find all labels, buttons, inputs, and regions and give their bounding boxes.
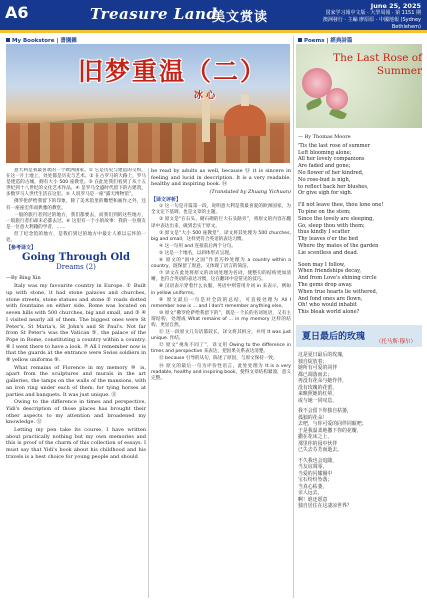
cn-paragraph: 但丁纪念馆的地方，是我们到过的地方中最让人难以忘怀的一处。 (6, 231, 146, 244)
en-paragraph: Owing to the difference in times and perspective, Yidi's description of those places has brought their other aspects to my attention and broadened my knowledge. ⑫ (6, 399, 146, 426)
cn-poem-line: 这是夏日最后的玫瑰， (298, 352, 347, 358)
square-bullet-icon (6, 38, 10, 42)
english-subtitle: Dreams (2) (56, 263, 96, 272)
cn-poem-line: 当友谊凋零， (298, 464, 328, 470)
en-paragraph-continued: be read by adults as well, because ⑬ it is sincere in feeling and lucid in description. It is a very readable, healthy and inspiring book. ⑭ (151, 168, 291, 188)
poem-stanza (298, 262, 422, 316)
poem-chinese (298, 352, 422, 514)
cn-poem-line: 撒在花床之上， (298, 434, 333, 440)
poem-line: Oh! who would inhabit (298, 302, 357, 309)
cn-poem-line: 当真心枯萎， (298, 483, 328, 490)
poem-english (298, 134, 422, 321)
en-paragraph: Italy was my favourite country in Europe. ① Built up with stone, it had stone palaces and churches, stone streets, stone statues and stone ② roads dotted with fountains on either side. Rome was located on seven hills with 500 churches, big and small, and ③ ④ I visited nearly all of them. The biggest ones were St Peter's, St Maria's, St John's and St Paul's. Not far from St Peter's was the Vatican ⑤, the palace of the Pope in Rome, constituting a country within a country. ⑥ I went there to have a look. ⑦ All I remember now is that the guards at the entrance were Swiss soldiers in ⑧ yellow uniforms ⑨. (6, 283, 146, 364)
poem-line: When friendships decay, (298, 268, 361, 275)
hero-image-florence (6, 44, 290, 163)
cn-poem-line: 啊！谁还愿意 (298, 496, 328, 503)
edition-line-1: 国家学习報中文版 · 大學周報 · 第 1151 期 (325, 10, 421, 16)
cn-poem-line: 都已凋落而去； (298, 371, 333, 378)
translation-note: ⑪ 这一段原文几句话都较长，译文将其拆分，并用 It was just unique. 作结。 (151, 330, 291, 342)
poem-line: Go, sleep thou with them; (298, 222, 365, 229)
edition-line-2: 澳洲發行 · 主編 廖原原 · 中國地報 (Sydney Bethlehem) (322, 17, 421, 30)
section-tag-bookstore (6, 36, 77, 44)
cn-paragraph: 佛罗伦萨给我留下的印象，除了美术馆里的雕塑和画作之外，还有一座座宏伟而典雅的教堂。 (6, 199, 146, 211)
poem-line: No flower of her kindred, (298, 169, 364, 176)
translation-note: ⑨ 原文最后一句是对全段的总结，可直接处理为 All I remember now is … and I don't remember anything else。 (151, 297, 291, 309)
en-paragraph: Letting my pen take its course, I have written about practically nothing but my own memories and this is proof of the charm of this collection of essays. I must say that Yidi's book about his childhood and his travels is a best choice for young people and should (6, 427, 146, 460)
poem-line: Or give sigh for sigh. (298, 190, 353, 197)
poem-line: To pine on the stem; (298, 208, 351, 215)
poem-stanza (298, 202, 422, 256)
column-divider (148, 168, 149, 598)
cn-poem-line: 她所有可爱的同伴 (298, 365, 338, 371)
cn-poem-line: 或与她一同叹息。 (298, 397, 338, 404)
poem-line: And from Love's shining circle (298, 275, 377, 282)
cn-poem-banner (296, 325, 422, 347)
poem-line: When true hearts lie withered, (298, 288, 378, 295)
article-column-left (6, 168, 146, 598)
cn-poem-line: 没有玫瑰的花蕾， (298, 384, 338, 391)
poem-line: Left blooming alone; (298, 149, 352, 156)
leaf-shape (305, 98, 323, 111)
article-column-middle (151, 168, 291, 598)
translation-notes-tag: 【译文评析】 (151, 197, 182, 204)
translation-note: ⑤ 这是一个地名，以斜体形式呈现。 (159, 250, 234, 256)
poem-line: I'll not leave thee, thou lone one! (298, 202, 384, 209)
hero-dome-lantern (241, 94, 249, 106)
english-byline: —By Bing Xin (6, 275, 41, 282)
masthead-title: Treasure Land (90, 5, 218, 23)
english-title: Going Through Old (22, 252, 130, 264)
section-tag-poems (298, 36, 352, 44)
cn-poem-stanza (298, 352, 422, 404)
cn-poem-stanza (298, 458, 422, 510)
translation-note: ⑧ 汉语表示穿着什么衣服，英语中则常用介词 in 来表示，例如 in yellow uniforms。 (151, 284, 291, 296)
translator-credit: (Translated by Zhuang Yichuan) (209, 189, 291, 196)
translation-note: ⑭ 原文的最后一句为评价性语言，此处处理为 It is a very readable, healthy and inspiring book，使得文章结构紧凑，意义完整。 (151, 363, 291, 381)
cn-poem-line: 独自居住在这凄凉世界？ (298, 503, 352, 509)
section-tag-label: My Bookstore | 書園雜 (12, 38, 77, 44)
translation-note: ③ 原文是“大小 500 座教堂”，译文将其处理为 500 churches, big and small，这样更符合英语的表达习惯。 (151, 230, 291, 242)
poem-line: This bleak world alone? (298, 309, 360, 316)
cn-poem-line: 当爱的闪耀圈中 (298, 470, 333, 477)
cn-poem-line: 那里你的园中伙伴 (298, 440, 338, 447)
cn-paragraph: 意大利是我最喜欢的一个欧洲国家。① 它是历史与建造的交织，在这一片土地上，处处都是历史与艺术。② 在古罗马的大路上，罗马是建造的古城，拥有大小 500 座教堂。③ 在此处我们看到了从十五世纪到十八世纪的文化艺术作品，④ 是罗马全盛时代留下的古建筑，多数罗马人世代生活在这里。⑤ 人说罗马是一座“露天博物馆”。 (6, 168, 146, 198)
translation-note: ④ 这一句用 and 连接前后两个分句。 (159, 243, 236, 249)
cn-poem-stanza (298, 408, 422, 454)
translation-note: ⑥ 原文的“国中之国”作者巧妙处理为 a country within a country，既保留了原意，又体现了语言的简洁。 (151, 258, 291, 270)
poem-line: Lie scentless and dead. (298, 249, 359, 256)
reference-translation-tag: 【参考译文】 (6, 245, 37, 252)
translation-note: ① 这一句是开篇第一段，说明意大利是我最喜爱的欧洲国家，为全文定下基调，也是文章的主题。 (151, 204, 291, 216)
cn-poem-author: （托马斯·穆尔） (375, 339, 416, 345)
edition-info (303, 3, 421, 31)
poem-line: thus kindly I scatter (298, 229, 350, 236)
cn-poem-line: 孤独的花朵！ (298, 414, 328, 421)
poem-line: Thy leaves o'er the bed (298, 236, 359, 243)
translation-note: ⑩ 原文“佛罗伦萨给我留下的”，既是一个长的名词短语，又有主谓结构，处理成 What remains of … in my memory 这样的结构，更显自然。 (151, 310, 291, 328)
cn-poem-line: 独自绽放着； (298, 358, 328, 365)
cn-poem-line: 宝石纷纷坠落； (298, 477, 333, 483)
cn-poem-line: 来映照她的红晕， (298, 391, 338, 397)
cn-poem-line: 去吧，与你可爱的同伴同眠吧； (298, 421, 367, 427)
cn-poem-line: 已失去芬芳而逝去。 (298, 447, 343, 453)
cn-poem-line: 亲人远去， (298, 490, 323, 496)
cn-poem-line: 我不会留下你独自枯萎， (298, 408, 352, 414)
poem-line: Where thy mates of the garden (298, 242, 379, 249)
poem-line: to reflect back her blushes, (298, 183, 369, 190)
cn-poem-line: 于是我温柔地撒下你的花瓣， (298, 427, 362, 434)
square-bullet-icon (298, 38, 302, 42)
section-tag-label: Poems | 經典詩篇 (304, 38, 353, 44)
poem-stanza (298, 143, 422, 197)
poem-line: And fond ones are flown, (298, 295, 363, 302)
hero-cathedral-dome (224, 104, 266, 136)
translation-note: ⑬ because 引导的从句，陈述了原因，与原文保持一致。 (159, 356, 278, 362)
poem-line: Since the lovely are sleeping, (298, 215, 374, 222)
poem-author: — By Thomas Moore (298, 134, 351, 140)
article-author-cn: 冰 心 (194, 91, 216, 101)
poem-line: No rose-bud is nigh, (298, 176, 351, 183)
translation-note: ⑦ 译文在此处将原文的动词处理为名词，使整句的结构更加清晰，也符合英语的表达习惯，这在翻译中是常见的技巧。 (151, 271, 291, 283)
rose-flower-shape (326, 88, 348, 110)
header-accent-bar (0, 30, 427, 33)
translation-note: ② 原文是“在石头、砌石砌的巨大石头路旁”，将原文的内容在翻译中表达出来，做到忠实于原文。 (151, 217, 291, 229)
poem-line: Soon may I follow, (298, 261, 346, 268)
masthead-title-cn: 美文赏读 (212, 10, 269, 25)
issue-date: June 25, 2025 (370, 2, 421, 10)
poem-line: Are faded and gone; (298, 163, 351, 170)
page-number: A6 (5, 3, 29, 22)
cn-poem-line: 再没有花朵与她作伴， (298, 378, 347, 384)
article-title-cn: 旧梦重温（二） (78, 57, 268, 86)
cn-paragraph: 一般的旅行者到过的地方，我们都要去，而我们到的这些地方，一般旅行者们却未必都去过。⑥ 这里有一个小的故事：我的一位朋友是一位意大利籍的学者，…… (6, 212, 146, 230)
page-header (0, 0, 427, 30)
poem-line: The gems drop away. (298, 281, 353, 288)
translation-note: ⑫ 原文“视角不同了”，译文用 Owing to the difference in times and perspective 来表达，把因果关系表达清楚。 (151, 343, 291, 355)
poem-title: The Last Rose of Summer (333, 52, 422, 77)
en-paragraph: What remains of Florence in my memory ⑩ is, apart from the sculptures and murals in the art galleries, the lamps on the walls of the mansions, with an iron ring under each of them, for tying horses at parties and banquets. It was just unique. ⑪ (6, 364, 146, 398)
poem-line: 'Tis the last rose of summer (298, 142, 370, 149)
column-divider (293, 36, 294, 598)
poem-line: All her lovely companions (298, 156, 365, 163)
cn-poem-title: 夏日最后的玫瑰 (302, 332, 366, 342)
cn-poem-line: 不久我也会追随， (298, 457, 338, 464)
